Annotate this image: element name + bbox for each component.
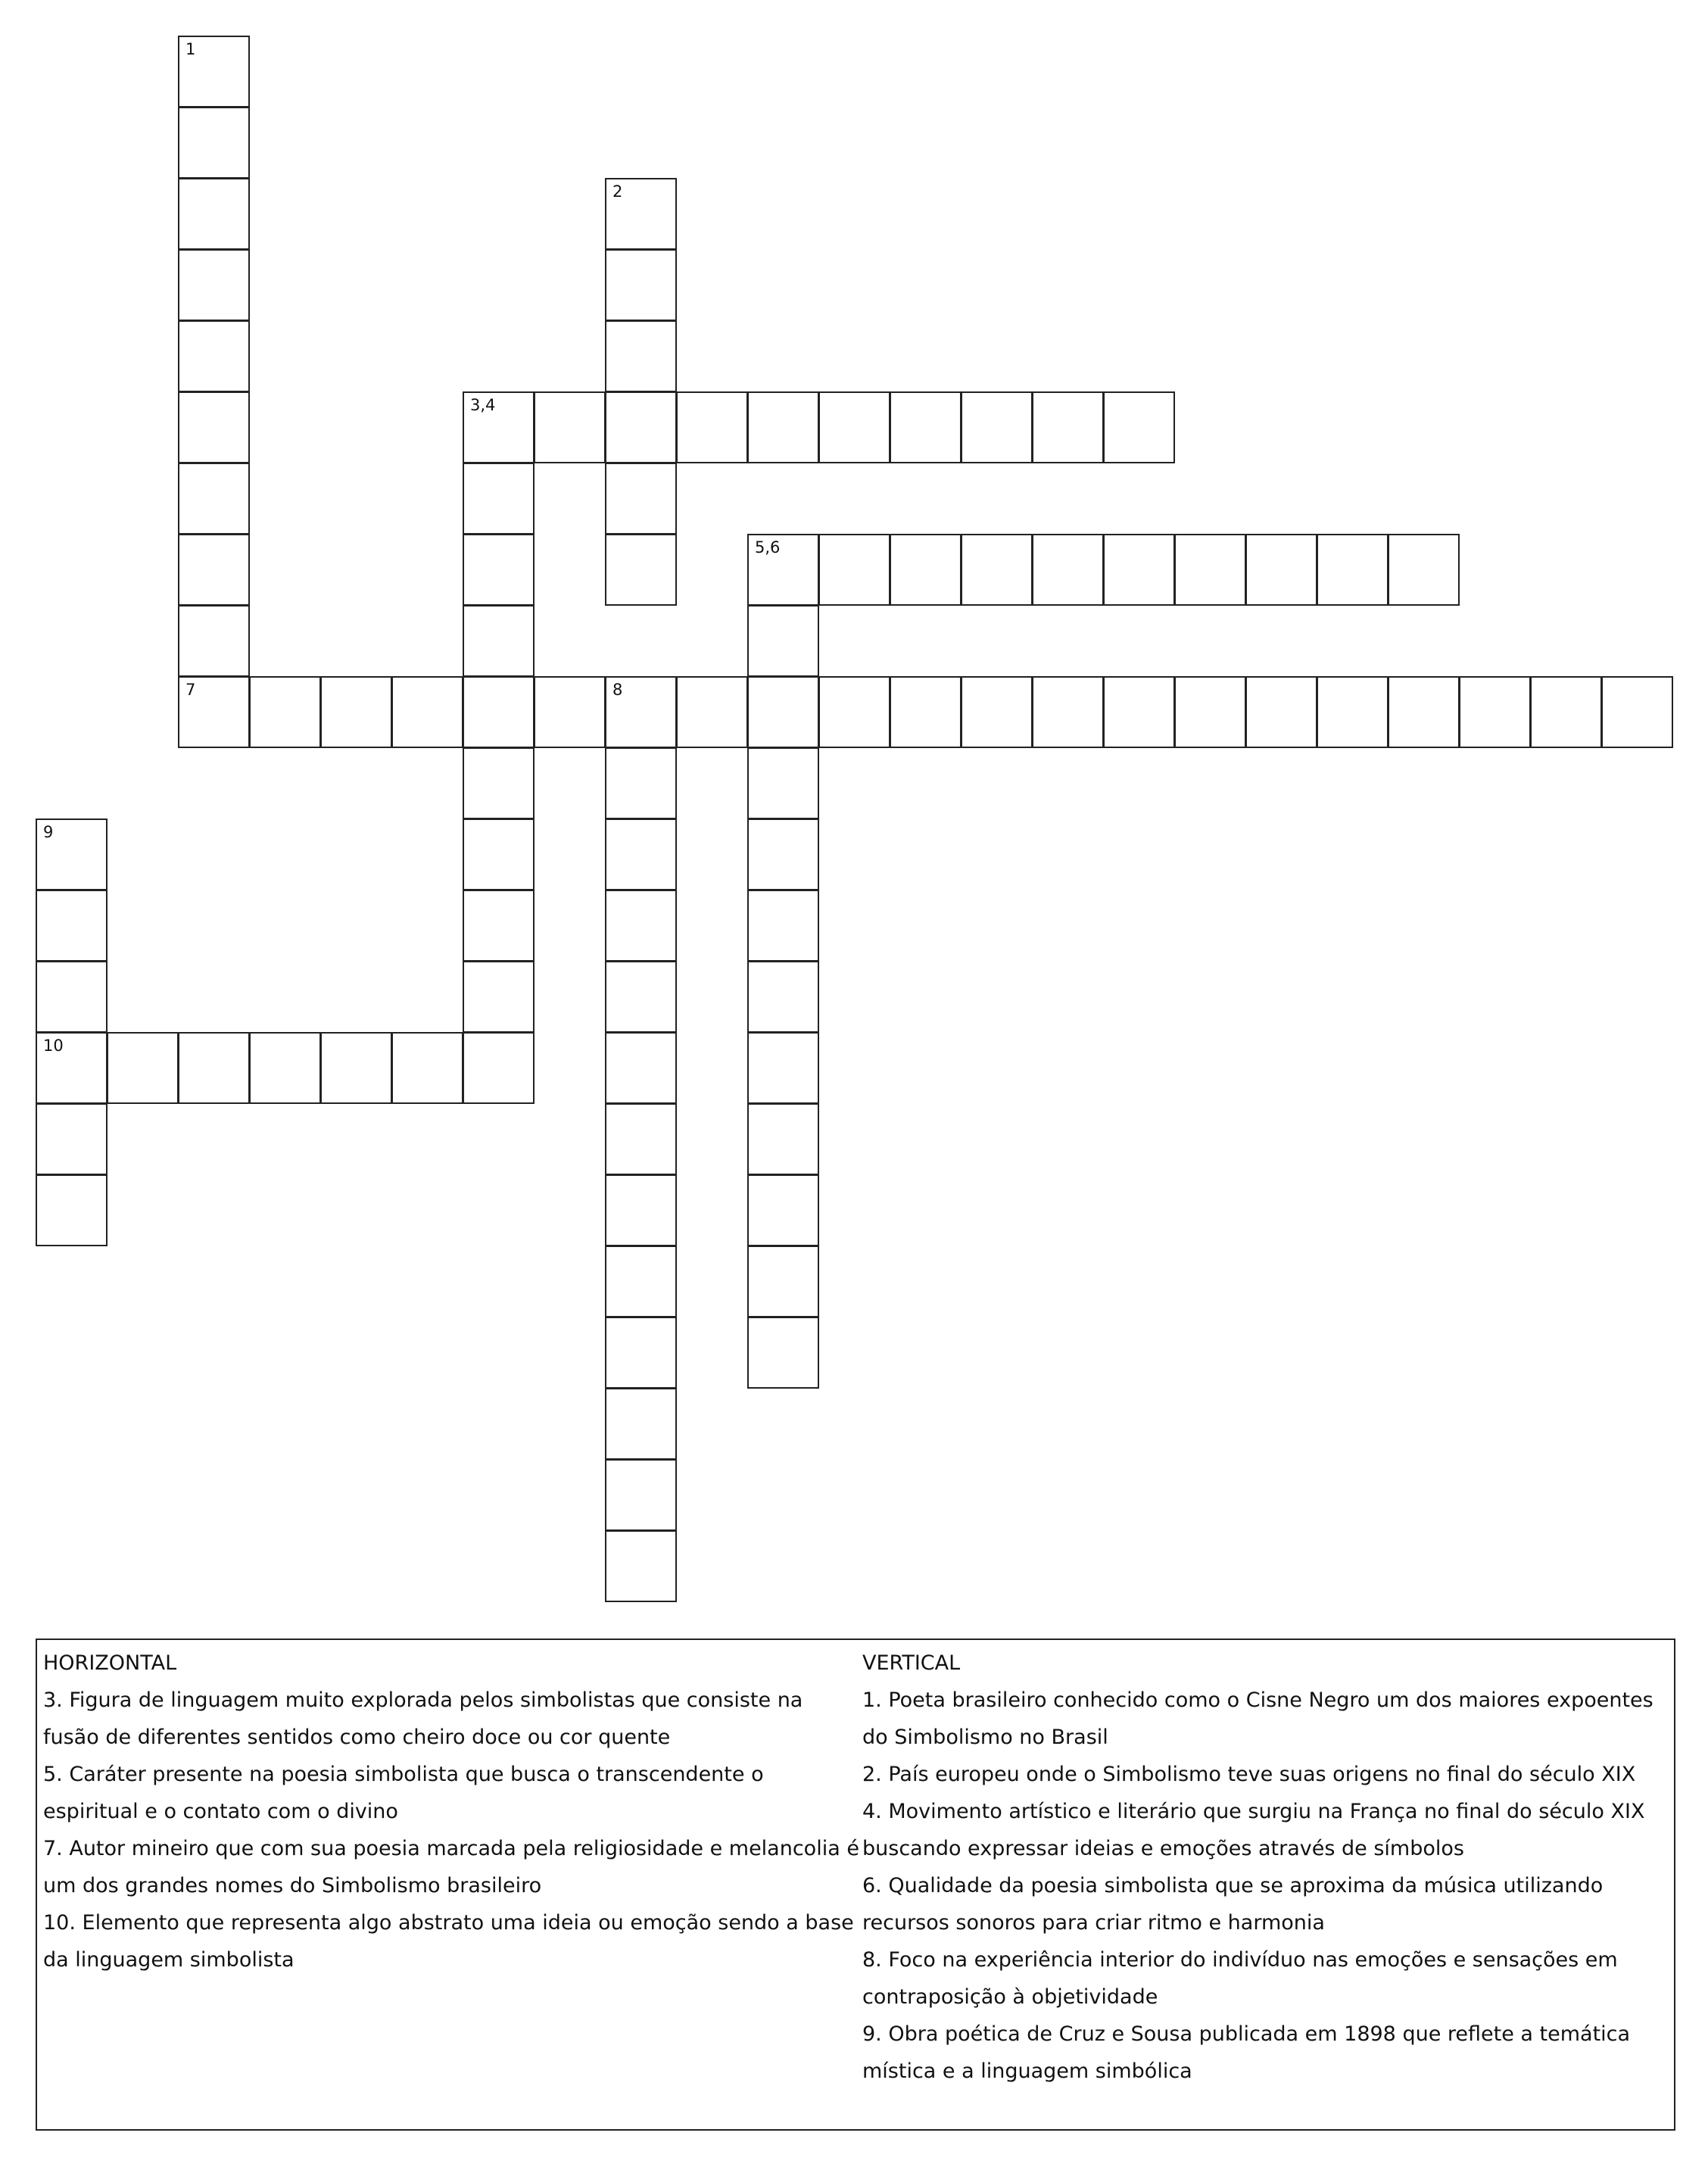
clue-number: 7: [185, 681, 196, 699]
clue-horizontal-5: 5. Caráter presente na poesia simbolista que busca o transcendente o espiritual e o contato com o divino: [43, 1763, 764, 1823]
grid-cell[interactable]: [605, 1388, 677, 1460]
grid-cell[interactable]: [1174, 676, 1246, 748]
grid-cell[interactable]: [1245, 534, 1317, 606]
grid-cell[interactable]: [605, 747, 677, 819]
grid-cell[interactable]: [1601, 676, 1673, 748]
grid-cell[interactable]: [747, 676, 819, 748]
clue-vertical-6: 6. Qualidade da poesia simbolista que se aproxima da música utilizando recursos sonoros para criar ritmo e harmonia: [862, 1874, 1604, 1935]
clue-horizontal-10: 10. Elemento que representa algo abstrato uma ideia ou emoção sendo a base da linguagem simbolista: [43, 1911, 854, 1972]
grid-cell[interactable]: [534, 391, 606, 463]
grid-cell[interactable]: [320, 676, 392, 748]
grid-cell[interactable]: [391, 676, 463, 748]
grid-cell[interactable]: [1174, 534, 1246, 606]
grid-cell[interactable]: [605, 1246, 677, 1317]
grid-cell[interactable]: [1103, 534, 1175, 606]
grid-cell[interactable]: [178, 36, 250, 108]
grid-cell[interactable]: [961, 676, 1033, 748]
grid-cell[interactable]: [605, 676, 677, 748]
grid-cell[interactable]: [178, 534, 250, 606]
grid-cell[interactable]: [534, 676, 606, 748]
grid-cell[interactable]: [36, 1103, 108, 1175]
grid-cell[interactable]: [1103, 391, 1175, 463]
grid-cell[interactable]: [676, 391, 748, 463]
grid-cell[interactable]: [463, 534, 535, 606]
grid-cell[interactable]: [463, 1032, 535, 1104]
grid-cell[interactable]: [463, 676, 535, 748]
clue-number: 2: [612, 182, 623, 201]
grid-cell[interactable]: [36, 890, 108, 962]
grid-cell[interactable]: [676, 676, 748, 748]
clue-number: 10: [43, 1037, 64, 1055]
grid-cell[interactable]: [178, 107, 250, 179]
grid-cell[interactable]: [107, 1032, 179, 1104]
grid-cell[interactable]: [249, 676, 321, 748]
vertical-clues: [862, 1645, 1672, 2090]
clue-number: 1: [185, 40, 196, 58]
grid-cell[interactable]: [605, 249, 677, 321]
grid-cell[interactable]: [178, 676, 250, 748]
grid-cell[interactable]: [1032, 391, 1104, 463]
clue-vertical-4: 4. Movimento artístico e literário que surgiu na França no final do século XIX buscando expressar ideias e emoções através de símbolos: [862, 1800, 1645, 1860]
clue-horizontal-7: 7. Autor mineiro que com sua poesia marcada pela religiosidade e melancolia é um dos grandes nomes do Simbolismo brasileiro: [43, 1837, 859, 1897]
grid-cell[interactable]: [249, 1032, 321, 1104]
grid-cell[interactable]: [1459, 676, 1531, 748]
grid-cell[interactable]: [747, 890, 819, 962]
grid-cell[interactable]: [747, 747, 819, 819]
grid-cell[interactable]: [36, 818, 108, 890]
clue-number: 3,4: [470, 396, 496, 414]
grid-cell[interactable]: [747, 1317, 819, 1389]
horizontal-title: HORIZONTAL: [43, 1651, 177, 1675]
grid-cell[interactable]: [747, 534, 819, 606]
grid-cell[interactable]: [463, 605, 535, 677]
grid-cell[interactable]: [605, 890, 677, 962]
clue-number: 5,6: [755, 538, 781, 557]
grid-cell[interactable]: [605, 178, 677, 250]
grid-cell[interactable]: [1103, 676, 1175, 748]
grid-cell[interactable]: [463, 391, 535, 463]
grid-cell[interactable]: [178, 320, 250, 392]
grid-cell[interactable]: [1388, 534, 1460, 606]
grid-cell[interactable]: [463, 818, 535, 890]
grid-cell[interactable]: [36, 1174, 108, 1246]
grid-cell[interactable]: [605, 1317, 677, 1389]
grid-cell[interactable]: [747, 605, 819, 677]
grid-cell[interactable]: [605, 1174, 677, 1246]
grid-cell[interactable]: [1317, 534, 1389, 606]
grid-cell[interactable]: [747, 1174, 819, 1246]
grid-cell[interactable]: [747, 818, 819, 890]
grid-cell[interactable]: [890, 534, 962, 606]
grid-cell[interactable]: [747, 1103, 819, 1175]
clue-number: 9: [43, 823, 54, 841]
grid-cell[interactable]: [605, 320, 677, 392]
grid-cell[interactable]: [320, 1032, 392, 1104]
grid-cell[interactable]: [178, 391, 250, 463]
grid-cell[interactable]: [961, 391, 1033, 463]
grid-cell[interactable]: [605, 1459, 677, 1531]
grid-cell[interactable]: [605, 961, 677, 1033]
grid-cell[interactable]: [605, 1530, 677, 1602]
clue-vertical-8: 8. Foco na experiência interior do indivíduo nas emoções e sensações em contraposição à objetividade: [862, 1948, 1618, 2009]
grid-cell[interactable]: [1032, 676, 1104, 748]
horizontal-clues: [43, 1645, 861, 1978]
grid-cell[interactable]: [605, 391, 677, 463]
grid-cell[interactable]: [747, 961, 819, 1033]
grid-cell[interactable]: [36, 1032, 108, 1104]
grid-cell[interactable]: [178, 463, 250, 535]
clue-vertical-1: 1. Poeta brasileiro conhecido como o Cisne Negro um dos maiores expoentes do Simbolismo no Brasil: [862, 1688, 1653, 1749]
grid-cell[interactable]: [178, 249, 250, 321]
grid-cell[interactable]: [818, 534, 890, 606]
clues-box: [36, 1639, 1675, 2131]
clue-vertical-9: 9. Obra poética de Cruz e Sousa publicada em 1898 que reflete a temática mística e a linguagem simbólica: [862, 2022, 1631, 2083]
grid-cell[interactable]: [605, 1032, 677, 1104]
clue-vertical-2: 2. País europeu onde o Simbolismo teve suas origens no final do século XIX: [862, 1763, 1636, 1786]
grid-cell[interactable]: [747, 391, 819, 463]
grid-cell[interactable]: [463, 890, 535, 962]
grid-cell[interactable]: [36, 961, 108, 1033]
grid-cell[interactable]: [605, 818, 677, 890]
grid-cell[interactable]: [961, 534, 1033, 606]
grid-cell[interactable]: [1317, 676, 1389, 748]
grid-cell[interactable]: [1032, 534, 1104, 606]
clue-horizontal-3: 3. Figura de linguagem muito explorada pelos simbolistas que consiste na fusão de diferentes sentidos como cheiro doce ou cor quente: [43, 1688, 803, 1749]
grid-cell[interactable]: [1245, 676, 1317, 748]
grid-cell[interactable]: [890, 676, 962, 748]
grid-cell[interactable]: [747, 1246, 819, 1317]
grid-cell[interactable]: [747, 1032, 819, 1104]
grid-cell[interactable]: [178, 178, 250, 250]
grid-cell[interactable]: [463, 747, 535, 819]
grid-cell[interactable]: [818, 676, 890, 748]
grid-cell[interactable]: [605, 534, 677, 606]
grid-cell[interactable]: [605, 1103, 677, 1175]
grid-cell[interactable]: [178, 1032, 250, 1104]
grid-cell[interactable]: [1530, 676, 1602, 748]
grid-cell[interactable]: [818, 391, 890, 463]
grid-cell[interactable]: [605, 463, 677, 535]
grid-cell[interactable]: [1388, 676, 1460, 748]
clue-number: 8: [612, 681, 623, 699]
grid-cell[interactable]: [391, 1032, 463, 1104]
grid-cell[interactable]: [463, 463, 535, 535]
vertical-title: VERTICAL: [862, 1651, 961, 1675]
grid-cell[interactable]: [178, 605, 250, 677]
grid-cell[interactable]: [463, 961, 535, 1033]
grid-cell[interactable]: [890, 391, 962, 463]
